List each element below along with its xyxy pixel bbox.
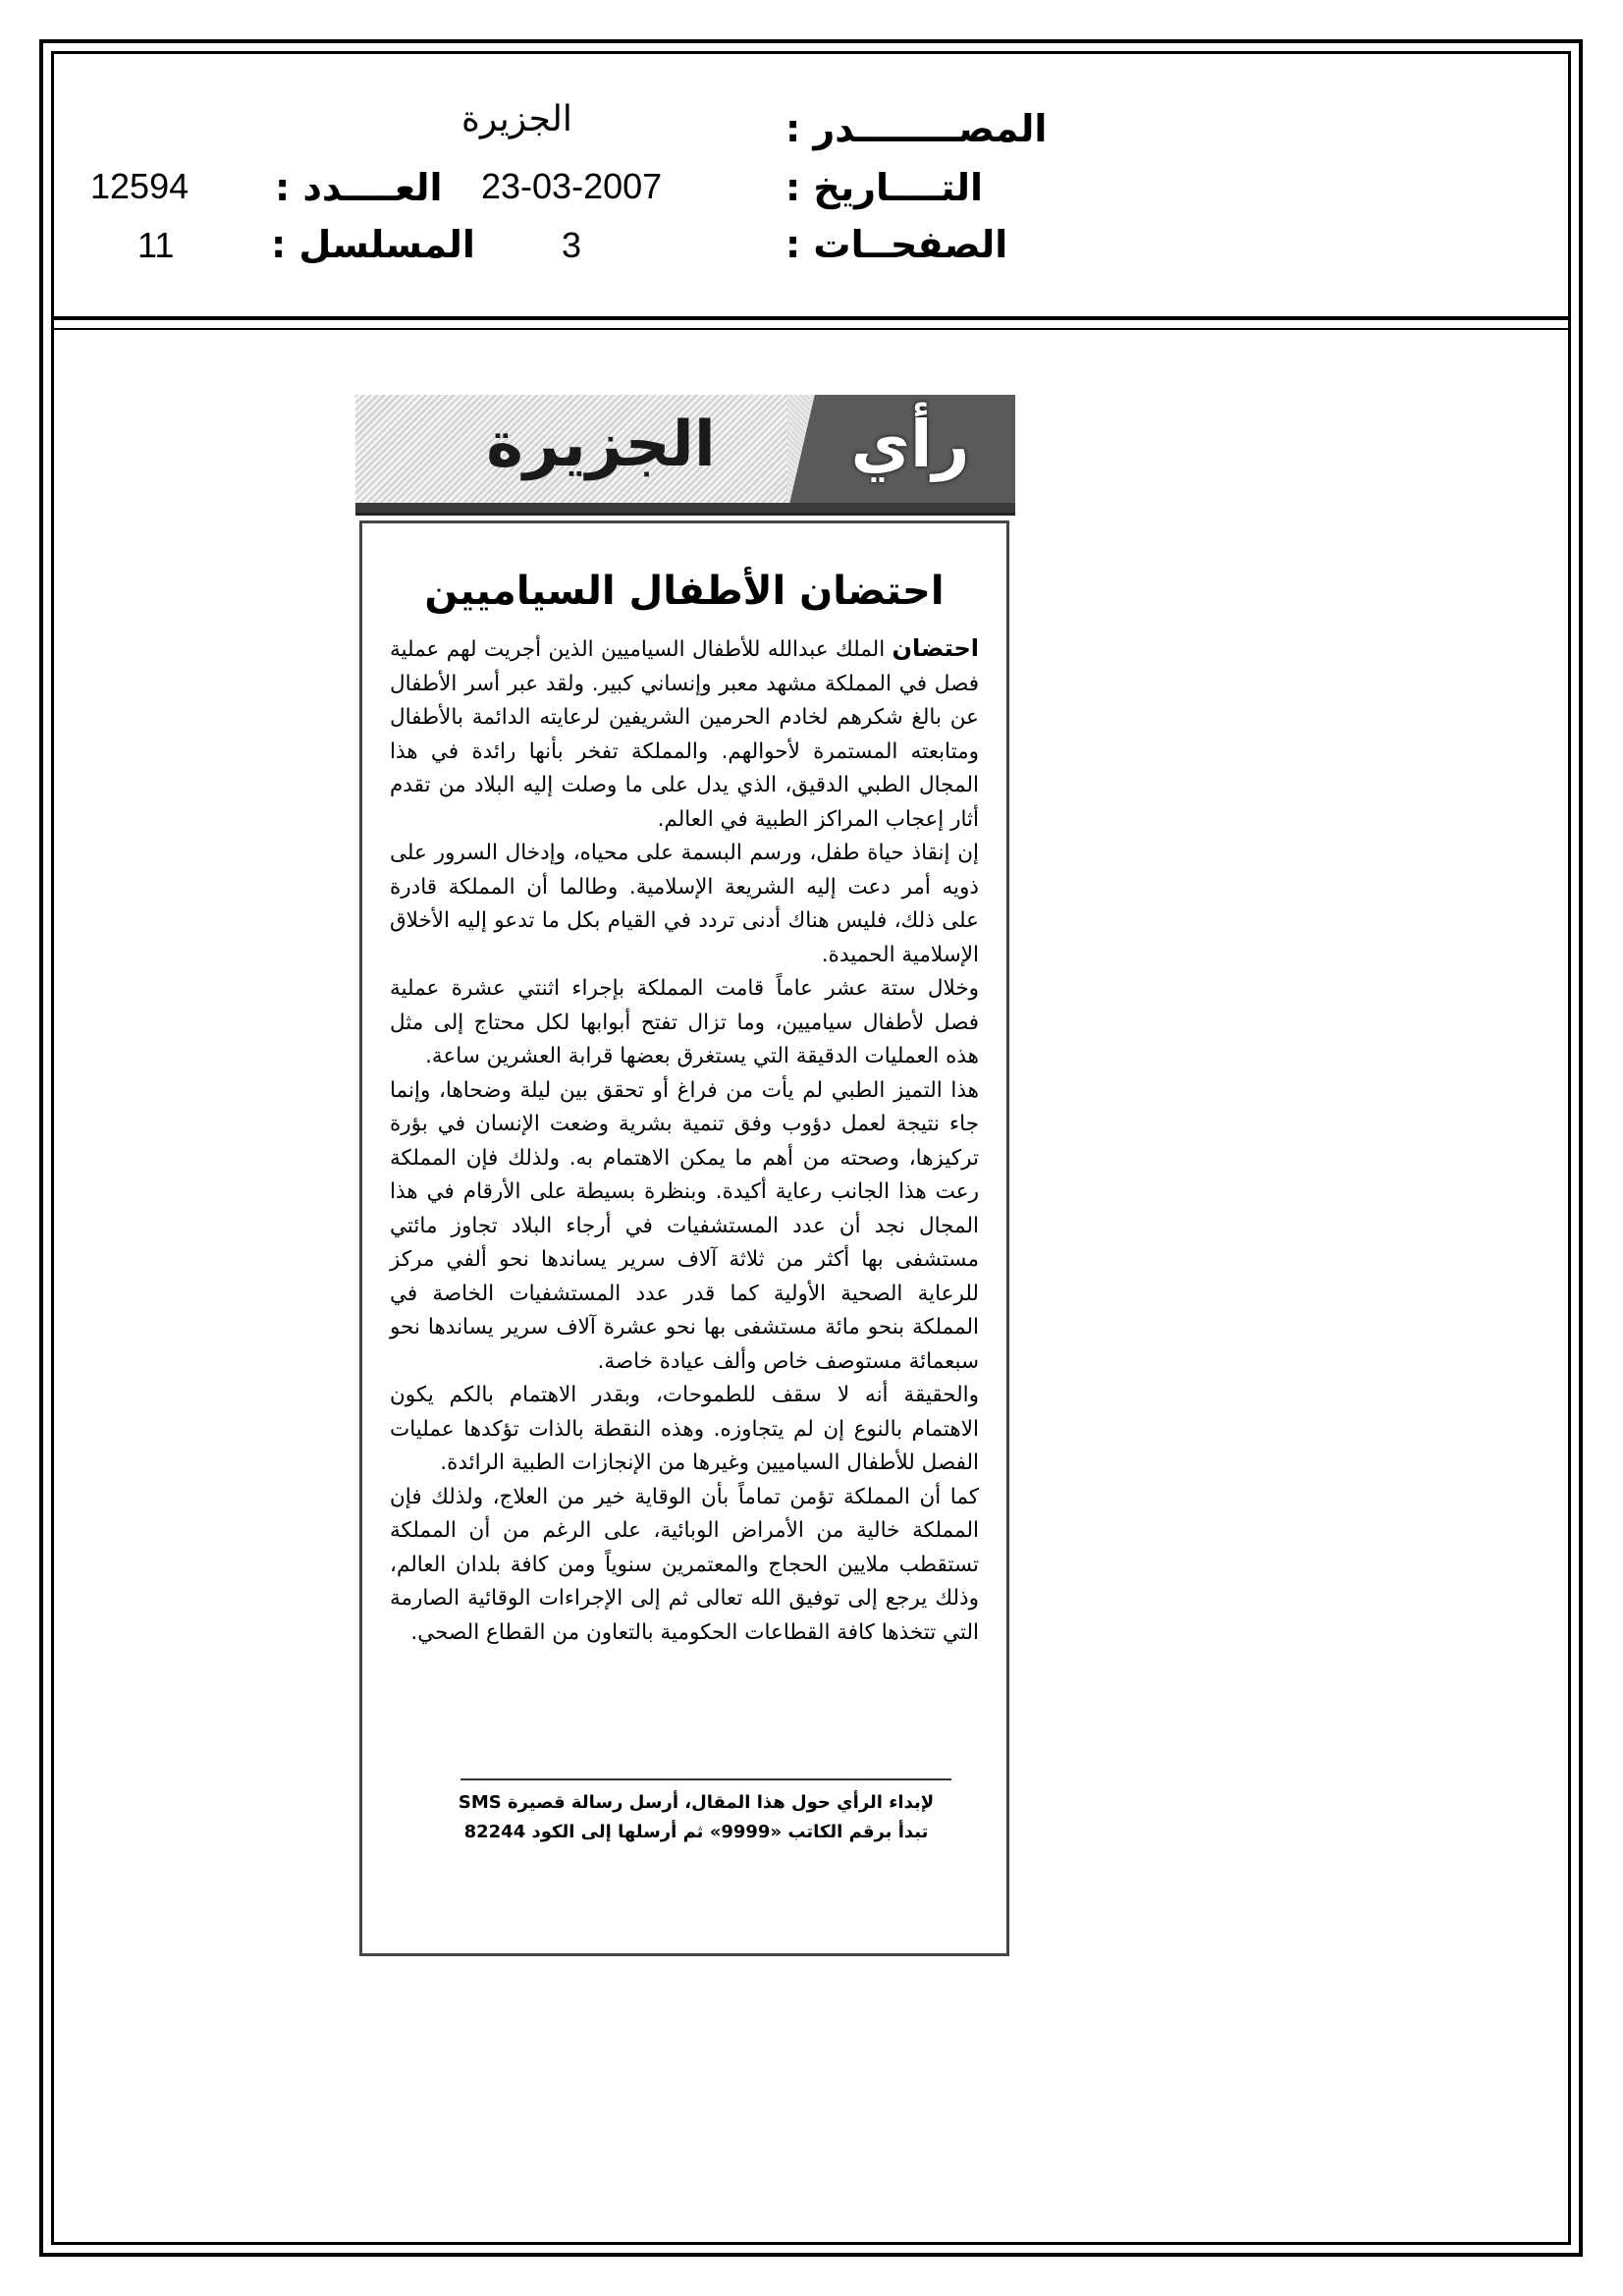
article-body bbox=[390, 631, 979, 1650]
article-paragraph: كما أن المملكة تؤمن تماماً بأن الوقاية خير من العلاج، ولذلك فإن المملكة خالية من الأمراض الوبائية، على الرغم من أن المملكة تستقطب ملايين الحجاج والمعتمرين سنوياً ومن كافة بلدان العالم، وذلك يرجع إلى توفيق الله تعالى ثم إلى الإجراءات الوقائية الصارمة التي تتخذها كافة القطاعات الحكومية بالتعاون من القطاع الصحي. bbox=[390, 1484, 979, 1645]
issue-label: العــــدد : bbox=[275, 166, 443, 209]
banner-rule bbox=[355, 503, 1015, 513]
serial-label: المسلسل : bbox=[271, 223, 475, 266]
banner-brand-logo: الجزيرة bbox=[486, 409, 716, 481]
date-value: 23-03-2007 bbox=[481, 166, 663, 206]
header-divider-thin bbox=[51, 328, 1571, 330]
article-paragraph: إن إنقاذ حياة طفل، ورسم البسمة على محياه، وإدخال السرور على ذويه أمر دعت إليه الشريعة الإسلامية. وطالما أن المملكة قادرة على ذلك، فليس هناك أدنى تردد في القيام بكل ما تدعو إليه الأخلاق الإسلامية الحميدة. bbox=[390, 841, 979, 967]
serial-value: 11 bbox=[137, 225, 175, 265]
pages-label: الصفحــات : bbox=[785, 223, 1008, 266]
header-divider bbox=[51, 316, 1571, 320]
sms-note-line2: تبدأ برقم الكاتب «9999» ثم أرسلها إلى الكود 82244 bbox=[463, 1822, 929, 1842]
footer-divider bbox=[460, 1778, 951, 1780]
lead-word: احتضان bbox=[892, 634, 980, 662]
article-title: احتضان الأطفال السياميين bbox=[424, 569, 945, 614]
section-banner bbox=[355, 395, 1015, 516]
issue-value: 12594 bbox=[90, 166, 189, 206]
pages-value: 3 bbox=[562, 225, 582, 265]
article-box bbox=[359, 520, 1009, 1956]
article-paragraph: والحقيقة أنه لا سقف للطموحات، وبقدر الاهتمام بالكم يكون الاهتمام بالنوع إن لم يتجاوزه. وهذه النقطة بالذات تؤكدها عمليات الفصل للأطفال السياميين وغيرها من الإنجازات الطبية الرائدة. bbox=[390, 1383, 979, 1475]
article-paragraph: هذا التميز الطبي لم يأت من فراغ أو تحقق بين ليلة وضحاها، وإنما جاء نتيجة لعمل دؤوب وفق تنمية بشرية وضعت الإنسان في بؤرة تركيزها، وصحته من أهم ما يمكن الاهتمام به. ولذلك فإن المملكة رعت هذا الجانب رعاية أكيدة. وبنظرة بسيطة على الأرقام في هذا المجال نجد أن عدد المستشفيات في أرجاء البلاد تجاوز مائتي مستشفى بها أكثر من ثلاثة آلاف سرير يساندها نحو ألفي مركز للرعاية الصحية الأولية كما قدر عدد المستشفيات الخاصة في المملكة بنحو مائة مستشفى بها نحو عشرة آلاف سرير يساندها نحو سبعمائة مستوصف خاص وألف عيادة خاصة. bbox=[390, 1077, 979, 1374]
article-paragraph: احتضان الملك عبدالله للأطفال السياميين الذين أجريت لهم عملية فصل في المملكة مشهد معبر وإنساني كبير. ولقد عبر أسر الأطفال عن بالغ شكرهم لخادم الحرمين الشريفين لرعايته الدائمة بالأطفال ومتابعته المستمرة لأحوالهم. والمملكة تفخر بأنها رائدة في هذا المجال الطبي الدقيق، الذي يدل على ما وصلت إليه البلاد من تقدم أثار إعجاب المراكز الطبية في العالم. bbox=[390, 634, 980, 832]
article-paragraph: وخلال ستة عشر عاماً قامت المملكة بإجراء اثنتي عشرة عملية فصل لأطفال سياميين، وما تزال تفتح أبوابها لكل محتاج إلى مثل هذه العمليات الدقيقة التي يستغرق بعضها قرابة العشرين ساعة. bbox=[390, 976, 979, 1068]
source-label: المصــــــــدر : bbox=[785, 107, 1048, 150]
date-label: التــــاريخ : bbox=[785, 166, 983, 209]
sms-note-line1: لإبداء الرأي حول هذا المقال، أرسل رسالة قصيرة SMS bbox=[458, 1792, 935, 1813]
banner-section-title: رأي bbox=[850, 407, 970, 482]
source-value: الجزيرة bbox=[461, 99, 572, 139]
